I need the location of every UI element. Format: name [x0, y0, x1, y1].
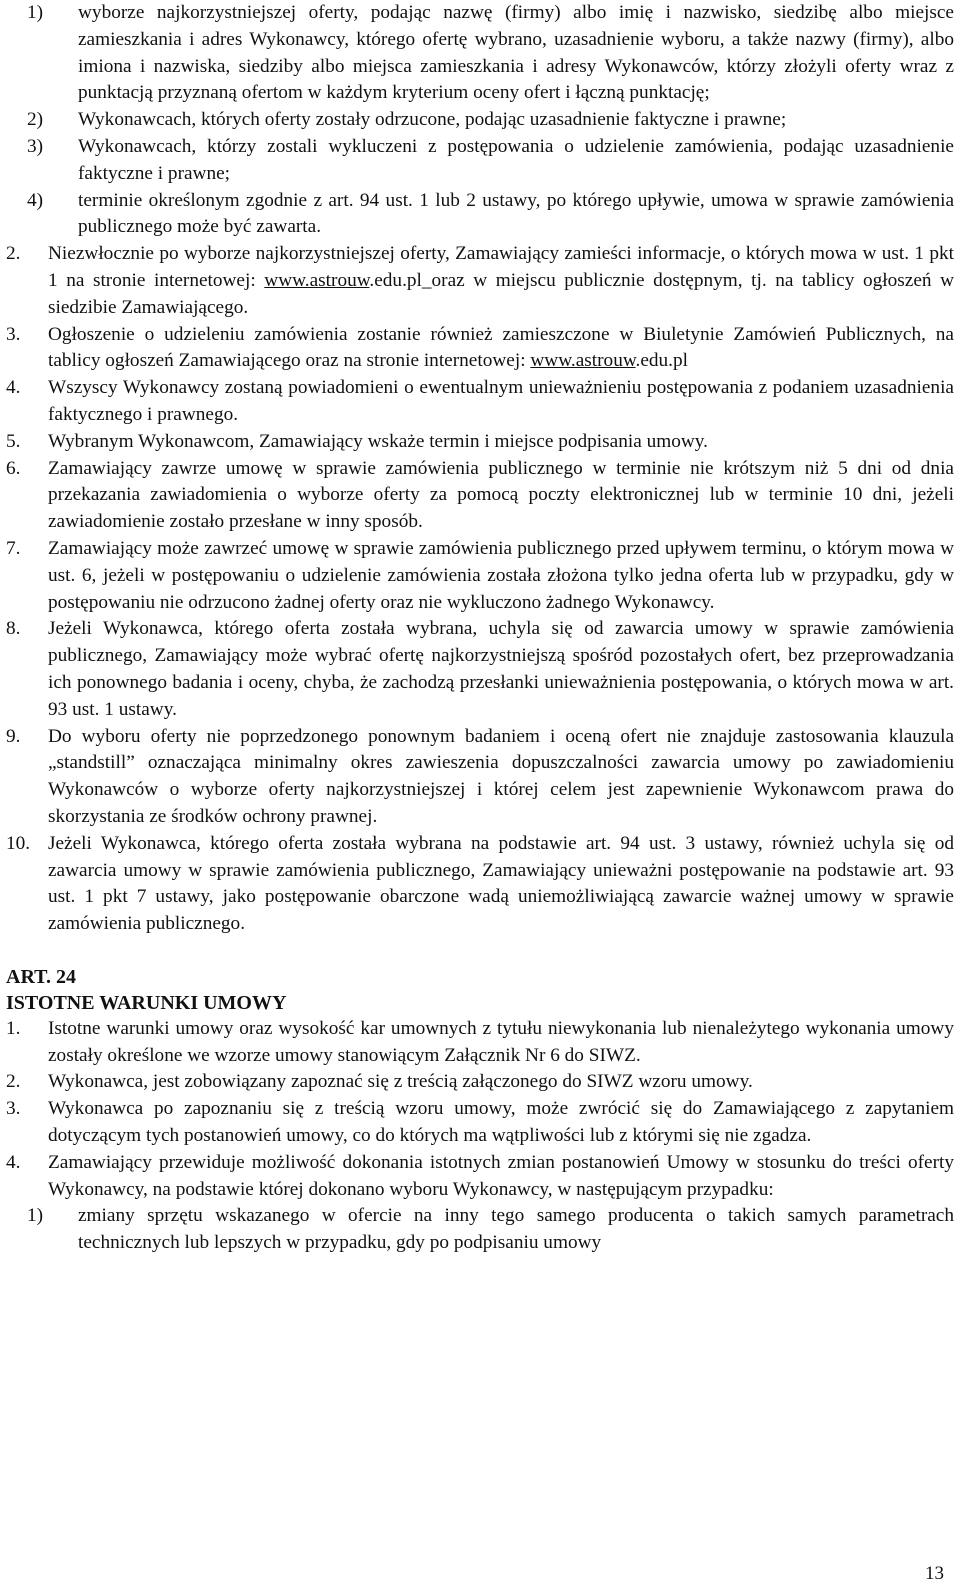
paragraph-number: 8. [6, 618, 21, 640]
sublist-item-1 [6, 0, 954, 107]
item-text: Zamawiający przewiduje możliwość dokonania istotnych zmian postanowień Umowy w stosunku do treści oferty Wykonawcy, na podstawie której dokonano wyboru Wykonawcy, w następującym przypadku: [48, 1151, 954, 1200]
item-number: 1. [6, 1017, 21, 1039]
paragraph-8 [6, 616, 954, 723]
item-text: Wykonawca po zapoznaniu się z treścią wzoru umowy, może zwrócić się do Zamawiającego z zapytaniem dotyczącym tych postanowień umowy, co do których ma wątpliwości lub z którymi się nie zgadza. [48, 1098, 954, 1147]
paragraph-4 [6, 375, 954, 429]
article-item-1 [6, 1016, 954, 1070]
sublist-item-2 [6, 107, 954, 134]
sublist-number: 4) [27, 189, 44, 211]
item-number: 2. [6, 1071, 21, 1093]
sublist-text: terminie określonym zgodnie z art. 94 ust. 1 lub 2 ustawy, po którego upływie, umowa w sprawie zamówienia publicznego może być zawarta. [78, 189, 954, 238]
paragraph-text: Wybranym Wykonawcom, Zamawiający wskaże termin i miejsce podpisania umowy. [48, 430, 709, 452]
item-number: 4. [6, 1151, 21, 1173]
document-page [6, 0, 954, 1257]
paragraph-7 [6, 536, 954, 616]
paragraph-number: 6. [6, 457, 21, 479]
website-link[interactable]: www.astrouw [264, 269, 370, 291]
section-spacer [6, 938, 954, 964]
paragraph-text: Wszyscy Wykonawcy zostaną powiadomieni o ewentualnym unieważnieniu postępowania z podaniem uzasadnienia faktycznego i prawnego. [48, 377, 954, 425]
paragraph-text-cont: .edu.pl_oraz w miejscu publicznie dostępnym, tj. na tablicy ogłoszeń w siedzibie Zamawiającego. [48, 269, 954, 318]
article-24 [6, 964, 954, 1257]
article-item-3 [6, 1096, 954, 1150]
paragraph-text: Ogłoszenie o udzieleniu zamówienia zostanie również zamieszczone w Biuletynie Zamówień Publicznych, na tablicy ogłoszeń Zamawiającego oraz na stronie internetowej: [48, 323, 954, 372]
item-number: 3. [6, 1098, 21, 1120]
sublist-number: 2) [27, 109, 44, 131]
article-item-2 [6, 1069, 954, 1096]
paragraph-number: 3. [6, 323, 21, 345]
article-item-4 [6, 1150, 954, 1204]
website-link[interactable]: www.astrouw [530, 350, 636, 372]
paragraph-9 [6, 724, 954, 831]
item-text: Istotne warunki umowy oraz wysokość kar umownych z tytułu niewykonania lub nienależytego wykonania umowy zostały określone we wzorze umowy stanowiącym Załącznik Nr 6 do SIWZ. [48, 1017, 954, 1066]
sublist-item-4 [6, 188, 954, 242]
paragraph-number: 5. [6, 430, 21, 452]
paragraph-text: Jeżeli Wykonawca, którego oferta została wybrana, uchyla się od zawarcia umowy w sprawie zamówienia publicznego, Zamawiający może wybrać ofertę najkorzystniejszą spośród pozostałych ofert, bez przeprowadzania ich ponownego badania i oceny, chyba, że zachodzą przesłanki unieważnienia postępowania, o których mowa w art. 93 ust. 1 ustawy. [48, 618, 954, 720]
sublist-number: 1) [27, 2, 44, 23]
numbered-paragraphs [6, 241, 954, 938]
page-number: 13 [925, 1563, 944, 1584]
paragraph-text: Jeżeli Wykonawca, którego oferta została wybrana na podstawie art. 94 ust. 3 ustawy, również uchyla się od zawarcia umowy w sprawie zamówienia publicznego, Zamawiający unieważni postępowanie na podstawie art. 93 ust. 1 pkt 7 ustawy, jako postępowanie obarczone wadą uniemożliwiającą zawarcie ważnej umowy w sprawie zamówienia publicznego. [48, 832, 954, 935]
paragraph-number: 9. [6, 725, 21, 747]
paragraph-text-cont: .edu.pl [635, 350, 688, 372]
paragraph-text: Do wyboru oferty nie poprzedzonego ponownym badaniem i oceną ofert nie znajduje zastosowania klauzula „standstill” oznaczająca minimalny okres zawieszenia dopuszczalności zawarcia umowy po zawiadomieniu Wykonawców o wyborze oferty najkorzystniejszej i której celem jest zapewnienie Wykonawcom prawa do skorzystania ze środków ochrony prawnej. [48, 725, 954, 827]
sublist-item-3 [6, 134, 954, 188]
paragraph-text: Zamawiający może zawrzeć umowę w sprawie zamówienia publicznego przed upływem terminu, o którym mowa w ust. 6, jeżeli w postępowaniu o udzielenie zamówienia została złożona tylko jedna oferta lub w przypadku, gdy w postępowaniu nie odrzucono żadnej oferty oraz nie wykluczono żadnego Wykonawcy. [48, 537, 954, 613]
article-subitem-1 [6, 1203, 954, 1257]
paragraph-text: Niezwłocznie po wyborze najkorzystniejszej oferty, Zamawiający zamieści informacje, o których mowa w ust. 1 pkt 1 na stronie internetowej: [48, 243, 954, 291]
item-text: Wykonawca, jest zobowiązany zapoznać się z treścią załączonego do SIWZ wzoru umowy. [48, 1071, 753, 1093]
paragraph-6 [6, 456, 954, 536]
subitem-text: zmiany sprzętu wskazanego w ofercie na inny tego samego producenta o takich samych parametrach technicznych lub lepszych w przypadku, gdy po podpisaniu umowy [78, 1205, 954, 1254]
sublist-text: Wykonawcach, których oferty zostały odrzucone, podając uzasadnienie faktyczne i prawne; [78, 109, 787, 131]
paragraph-10 [6, 831, 954, 938]
paragraph-number: 2. [6, 243, 21, 265]
article-number: ART. 24 [6, 965, 77, 988]
subitem-number: 1) [27, 1205, 44, 1227]
paragraph-5 [6, 429, 954, 456]
article-title: ISTOTNE WARUNKI UMOWY [6, 991, 287, 1014]
sublist-text: Wykonawcach, którzy zostali wykluczeni z postępowania o udzielenie zamówienia, podając uzasadnienie faktyczne i prawne; [78, 135, 954, 184]
paragraph-number: 7. [6, 537, 21, 559]
sublist-text: wyborze najkorzystniejszej oferty, podając nazwę (firmy) albo imię i nazwisko, siedzibę albo miejsce zamieszkania i adres Wykonawcy, którego ofertę wybrano, uzasadnienie wyboru, a także nazwy (firmy), albo imiona i nazwiska, siedziby albo miejsca zamieszkania i adresy Wykonawców, którzy złożyli oferty wraz z punktacją przyznaną ofertom w każdym kryterium oceny ofert i łączną punktację; [78, 2, 954, 104]
paragraph-3 [6, 322, 954, 376]
paragraph-number: 10. [6, 832, 31, 854]
paragraph-2 [6, 241, 954, 321]
sublist-number: 3) [27, 135, 44, 157]
paragraph-number: 4. [6, 377, 21, 399]
paragraph-text: Zamawiający zawrze umowę w sprawie zamówienia publicznego w terminie nie krótszym niż 5 dni od dnia przekazania zawiadomienia o wyborze oferty za pomocą poczty elektronicznej lub w terminie 10 dni, jeżeli zawiadomienie zostało przesłane w inny sposób. [48, 457, 954, 533]
info-sublist [6, 0, 954, 241]
